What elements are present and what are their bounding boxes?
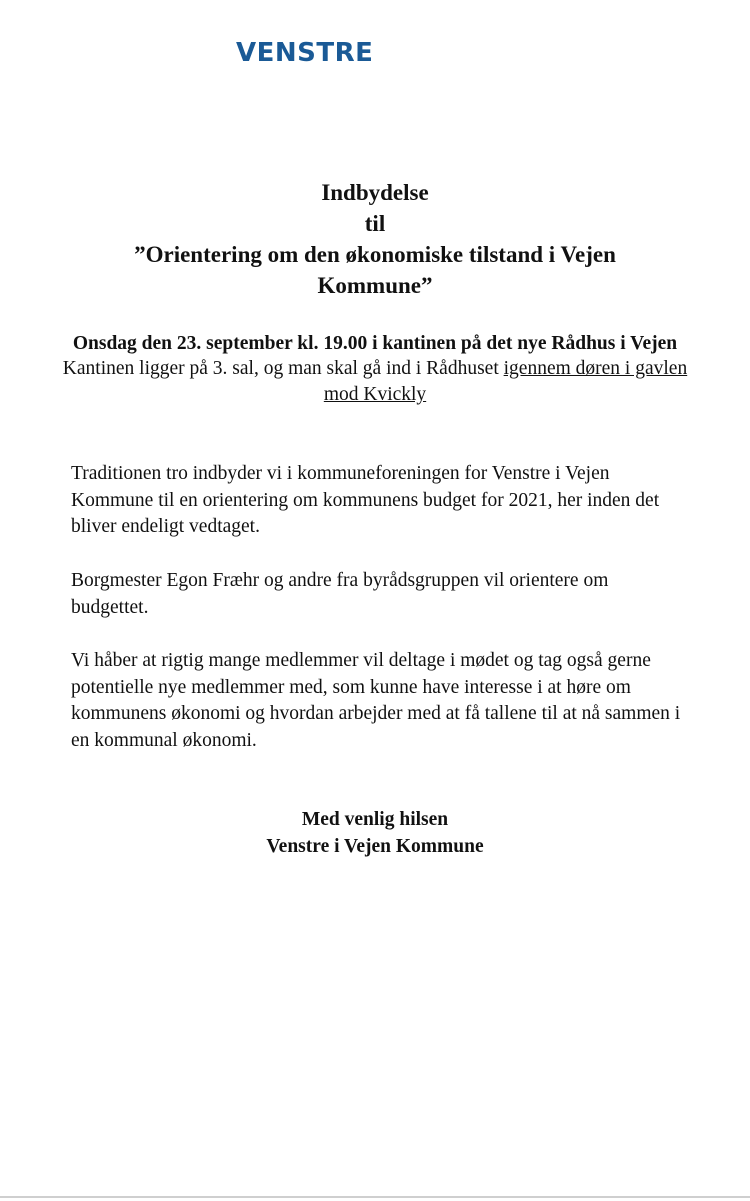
title-line-4: Kommune” [317, 273, 433, 298]
closing-greeting: Med venlig hilsen [301, 809, 449, 830]
event-directions-link[interactable]: igennem døren i gavlen mod Kvickly [323, 358, 688, 405]
venstre-logo: VENSTRE [236, 38, 374, 68]
event-date-location: Onsdag den 23. september kl. 19.00 i kantinen på det nye Rådhus i Vejen [72, 333, 678, 354]
closing-signature [0, 806, 750, 860]
event-directions [0, 356, 750, 408]
paragraph-invite-members: Vi håber at rigtig mange medlemmer vil deltage i mødet og tag også gerne potentielle nye medlemmer med, som kunne have interesse i at høre om kommunens økonomi og hvordan arbejder med at få tallene til at nå sammen i en kommunal økonomi. [71, 650, 681, 751]
event-details [0, 331, 750, 408]
title-line-2: til [364, 211, 386, 236]
title-line-3: ”Orientering om den økonomiske tilstand i Vejen [134, 242, 616, 267]
invitation-title [0, 177, 750, 301]
title-line-1: Indbydelse [321, 180, 429, 205]
page-bottom-divider [0, 1196, 750, 1198]
paragraph-intro: Traditionen tro indbyder vi i kommuneforeningen for Venstre i Vejen Kommune til en orientering om kommunens budget for 2021, her inden det bliver endeligt vedtaget. [71, 463, 660, 537]
paragraph-speakers: Borgmester Egon Fræhr og andre fra byrådsgruppen vil orientere om budgettet. [71, 570, 609, 618]
closing-sender: Venstre i Vejen Kommune [266, 836, 484, 857]
event-directions-text: Kantinen ligger på 3. sal, og man skal gå ind i Rådhuset [62, 358, 504, 379]
